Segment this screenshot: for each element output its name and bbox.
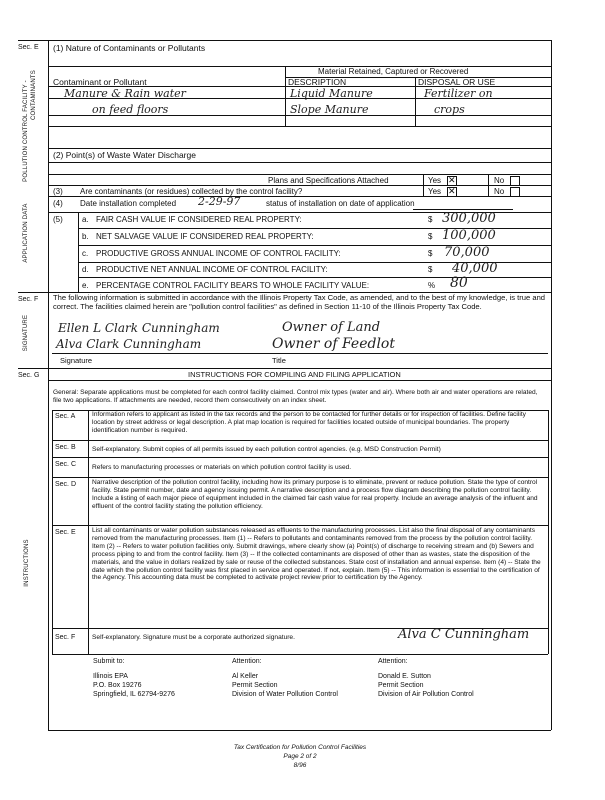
handwritten-install-date: 2-29-97: [198, 195, 241, 208]
attention-label-2: Attention:: [378, 658, 408, 665]
instr-sec-d-text: Narrative description of the pollution control facility, including how its primary purpose is to eliminate, prevent or reduce pollution. State the type of control facility. State permit number, date and agency issuing permit. A narrative description and a process flow diagram describing the pollution control facility. Include a listing of each major piece of equipment included in the claimed fair cash value for real property. Include an average analysis of the influent and effluent of the control facility stating the pollution efficiency.: [92, 479, 538, 510]
signature-caption: Signature: [60, 356, 93, 365]
instr-sec-a-text: Information refers to applicant as listed in the tax records and the person to be contacted for further details or for inspection of facilities. Define facility location by street address or legal description. A plat map location is required for facilities located outside of municipal boundaries. The property identification number is required.: [92, 411, 526, 434]
item-b-value: 100,000: [442, 228, 496, 243]
footer-form-title: Tax Certification for Pollution Control Facilities: [233, 744, 367, 751]
collected-yes-label: Yes: [428, 187, 442, 196]
item-a-letter: a.: [82, 215, 89, 224]
q3-number: (3): [53, 187, 63, 196]
material-retained-header: Material Retained, Captured or Recovered: [318, 67, 469, 76]
instr-sec-c-text: Refers to manufacturing processes or materials on which pollution control facility is used.: [92, 464, 352, 471]
q4-number: (4): [53, 199, 63, 208]
item-b-text: NET SALVAGE VALUE IF CONSIDERED REAL PROPERTY:: [96, 232, 314, 241]
item-e-letter: e.: [82, 281, 89, 290]
air-contact-line-3: Division of Air Pollution Control: [378, 691, 474, 698]
q4-text-a: Date installation completed: [80, 199, 177, 208]
sec-e-side-label-1: POLLUTION CONTROL FACILITY -: [23, 80, 29, 182]
col-description-header: DESCRIPTION: [288, 77, 347, 87]
item-b-symbol: $: [428, 232, 433, 241]
handwritten-disposal-2: crops: [434, 103, 465, 116]
sec-g-label: Sec. G: [18, 372, 40, 379]
sec-e-side-label-2: CONTAMINANTS: [31, 70, 37, 120]
instructions-heading: INSTRUCTIONS FOR COMPILING AND FILING APPLICATION: [188, 370, 401, 379]
q3-text: Are contaminants (or residues) collected by the control facility?: [80, 187, 303, 196]
plans-yes-label: Yes: [428, 176, 442, 185]
water-contact-line-1: Al Keller: [232, 673, 259, 680]
title-caption: Title: [272, 356, 286, 365]
item-e-text: PERCENTAGE CONTROL FACILITY BEARS TO WHOLE FACILITY VALUE:: [96, 281, 370, 290]
item-a-text: FAIR CASH VALUE IF CONSIDERED REAL PROPERTY:: [96, 215, 302, 224]
item-e-symbol: %: [428, 281, 436, 290]
nature-of-contaminants-label: (1) Nature of Contaminants or Pollutants: [53, 43, 206, 53]
submit-to-label: Submit to:: [93, 658, 125, 665]
sec-f-certification-text: The following information is submitted in accordance with the Illinois Property Tax Code, as amended, and to the best of my knowledge, is true and correct. The facilities claimed herein are "pollution control facilities" as defined in Section 11-10 of the Illinois Property Tax Code.: [53, 293, 546, 311]
item-b-letter: b.: [82, 232, 89, 241]
waste-water-discharge-label: (2) Point(s) of Waste Water Discharge: [53, 150, 196, 160]
item-c-letter: c.: [82, 249, 89, 258]
item-d-value: 40,000: [452, 261, 498, 276]
plans-no-label: No: [494, 176, 505, 185]
q5-number: (5): [53, 215, 63, 224]
q4-text-b: status of installation on date of application: [266, 199, 415, 208]
footer-page-number: Page 2 of 2: [283, 753, 317, 760]
item-e-value: 80: [450, 275, 468, 291]
instr-sec-d-label: Sec. D: [55, 481, 77, 488]
instr-sec-e-text: List all contaminants or water pollution substances released as effluents to the manufacturing processes. List also the final disposal of any contaminants removed from the manufacturing processes. Item (1) -- Refers to pollutants and contaminants removed from the process by the pollution control facility. Item (2) -- Refers to water pollution facilities only. Submit drawings, where clearly show (a) Point(s) of discharge to receiving stream and (b) Sewers and process piping to and from the control facility. Item (3) -- If the collected contaminants are disposed of other than as wastes, state the disposition of the materials, and the value in dollars realized by sale or reuse of the collected substances. State cost of installation and annual expense. Item (4) -- State the date which the pollution control facility was first placed in service and operated. If not, explain. Item (5) -- This information is essential to the certification of the Agency. This accounting data must be completed to activate project review prior to certification by the Agency.: [92, 527, 541, 582]
sec-g-side-label: INSTRUCTIONS: [24, 539, 30, 587]
instr-sec-b-text: Self-explanatory. Submit copies of all permits issued by each pollution control agencies. (e.g. MSD Construction Permit): [92, 446, 441, 453]
col-disposal-header: DISPOSAL OR USE: [418, 77, 496, 87]
handwritten-description-2: Slope Manure: [290, 103, 369, 116]
general-instructions: General: Separate applications must be completed for each control facility claimed. Control mix types (water and air). Where both air and water operations are related, file two applications. If attachments are needed, record them consecutively on an index sheet.: [53, 389, 538, 404]
sec-e-side-label-3: APPLICATION DATA: [23, 203, 29, 263]
water-contact-line-2: Permit Section: [232, 682, 278, 689]
handwritten-title-2: Owner of Feedlot: [272, 336, 395, 352]
attention-label-1: Attention:: [232, 658, 262, 665]
item-d-letter: d.: [82, 265, 89, 274]
handwritten-description-1: Liquid Manure: [290, 87, 373, 100]
epa-address-line-1: Illinois EPA: [93, 673, 128, 680]
instr-sec-b-label: Sec. B: [55, 444, 76, 451]
handwritten-signature-1: Ellen L Clark Cunningham: [58, 321, 220, 335]
instr-sec-c-label: Sec. C: [55, 461, 77, 468]
epa-address-line-2: P.O. Box 19276: [93, 682, 142, 689]
handwritten-contaminant-1: Manure & Rain water: [64, 87, 186, 100]
water-contact-line-3: Division of Water Pollution Control: [232, 691, 338, 698]
item-d-symbol: $: [428, 265, 433, 274]
item-c-value: 70,000: [444, 245, 490, 260]
sec-e-label: Sec. E: [18, 44, 39, 51]
handwritten-title-1: Owner of Land: [282, 320, 381, 335]
instr-sec-a-label: Sec. A: [55, 413, 76, 420]
item-c-text: PRODUCTIVE GROSS ANNUAL INCOME OF CONTROL FACILITY:: [96, 249, 341, 258]
handwritten-disposal-1: Fertilizer on: [424, 87, 493, 100]
instr-sec-f-text: Self-explanatory. Signature must be a corporate authorized signature.: [92, 634, 295, 641]
handwritten-contaminant-2: on feed floors: [92, 103, 169, 116]
sec-f-side-label: SIGNATURE: [23, 314, 29, 352]
epa-address-line-3: Springfield, IL 62794-9276: [93, 691, 175, 698]
item-a-symbol: $: [428, 215, 433, 224]
air-contact-line-1: Donald E. Sutton: [378, 673, 431, 680]
handwritten-signature-2: Alva Clark Cunningham: [56, 337, 202, 351]
instr-sec-f-label: Sec. F: [55, 634, 76, 641]
handwritten-sec-f-signature: Alva C Cunningham: [398, 627, 530, 642]
item-c-symbol: $: [428, 249, 433, 258]
collected-no-label: No: [494, 187, 505, 196]
instr-sec-e-label: Sec. E: [55, 529, 76, 536]
col-contaminant-header: Contaminant or Pollutant: [53, 77, 147, 87]
air-contact-line-2: Permit Section: [378, 682, 424, 689]
item-a-value: 300,000: [442, 211, 496, 226]
footer-revision-date: 8/96: [293, 762, 307, 769]
item-d-text: PRODUCTIVE NET ANNUAL INCOME OF CONTROL FACILITY:: [96, 265, 328, 274]
sec-f-label: Sec. F: [18, 296, 39, 303]
plans-attached-label: Plans and Specifications Attached: [268, 176, 389, 185]
